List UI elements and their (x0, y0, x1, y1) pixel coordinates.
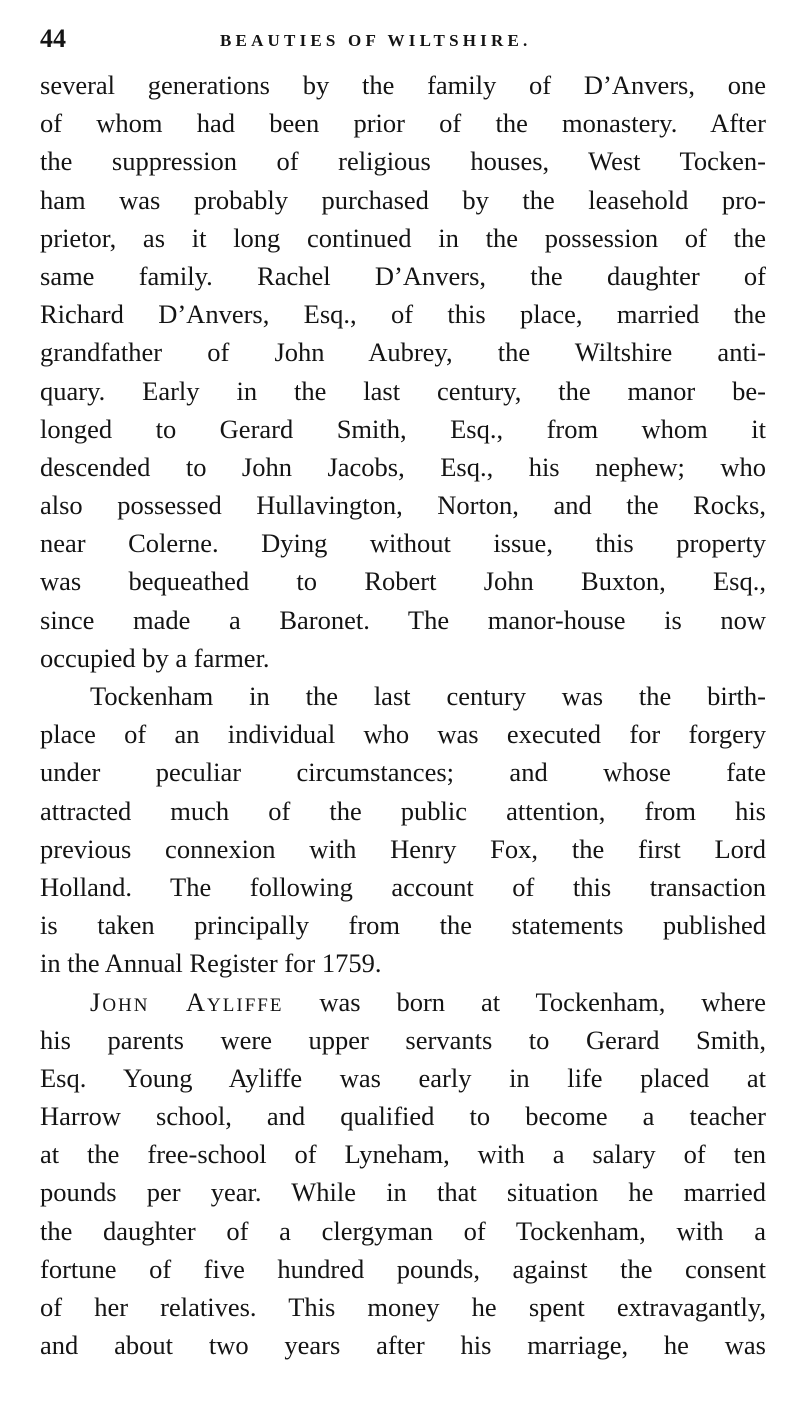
text-line: fortune of five hundred pounds, against the consent (40, 1253, 766, 1284)
text-line: near Colerne. Dying without issue, this property (40, 528, 766, 559)
text-line: at the free-school of Lyneham, with a salary of ten (40, 1139, 766, 1170)
text-line-rest: was born at Tockenham, where (319, 986, 767, 1017)
text-line: prietor, as it long continued in the possession of the (40, 222, 766, 253)
text-line: was bequeathed to Robert John Buxton, Esq., (40, 566, 766, 597)
running-title: BEAUTIES OF WILTSHIRE. (220, 31, 532, 50)
text-line: Richard D’Anvers, Esq., of this place, married the (40, 299, 766, 330)
text-line: attracted much of the public attention, from his (40, 795, 766, 826)
text-line: descended to John Jacobs, Esq., his nephew; who (40, 451, 766, 482)
page-number: 44 (40, 24, 66, 53)
text-line: same family. Rachel D’Anvers, the daughter of (40, 260, 766, 291)
text-line: occupied by a farmer. (40, 642, 270, 673)
text-line: in the Annual Register for 1759. (40, 948, 382, 979)
running-head (40, 22, 766, 66)
text-line: grandfather of John Aubrey, the Wiltshire anti- (40, 337, 766, 368)
text-line: and about two years after his marriage, he was (40, 1330, 766, 1361)
text-line: Tockenham in the last century was the birth- (90, 681, 766, 711)
text-line: place of an individual who was executed for forgery (40, 719, 766, 750)
text-line: of whom had been prior of the monastery. After (40, 108, 766, 139)
text-line: ham was probably purchased by the leasehold pro- (40, 184, 766, 215)
text-line: of her relatives. This money he spent extravagantly, (40, 1292, 766, 1322)
text-line: Harrow school, and qualified to become a teacher (40, 1101, 766, 1132)
body-text (40, 66, 766, 1364)
text-line: longed to Gerard Smith, Esq., from whom it (40, 413, 766, 444)
text-line: since made a Baronet. The manor-house is now (40, 604, 766, 635)
text-line: Holland. The following account of this transaction (40, 871, 766, 902)
text-line (40, 983, 766, 1021)
text-line: previous connexion with Henry Fox, the first Lord (40, 833, 766, 864)
book-page (40, 22, 766, 1364)
text-line: is taken principally from the statements published (40, 910, 766, 941)
text-line: also possessed Hullavington, Norton, and the Rocks, (40, 490, 766, 521)
text-line: his parents were upper servants to Gerard Smith, (40, 1024, 766, 1055)
person-name: John Ayliffe (90, 986, 284, 1017)
text-line: Esq. Young Ayliffe was early in life placed at (40, 1062, 766, 1093)
text-line: quary. Early in the last century, the manor be- (40, 375, 766, 406)
text-line: pounds per year. While in that situation he married (40, 1177, 766, 1208)
text-line: several generations by the family of D’Anvers, one (40, 70, 766, 100)
text-line: the suppression of religious houses, West Tocken- (40, 146, 766, 177)
text-line: the daughter of a clergyman of Tockenham, with a (40, 1215, 766, 1246)
text-line: under peculiar circumstances; and whose fate (40, 757, 766, 788)
